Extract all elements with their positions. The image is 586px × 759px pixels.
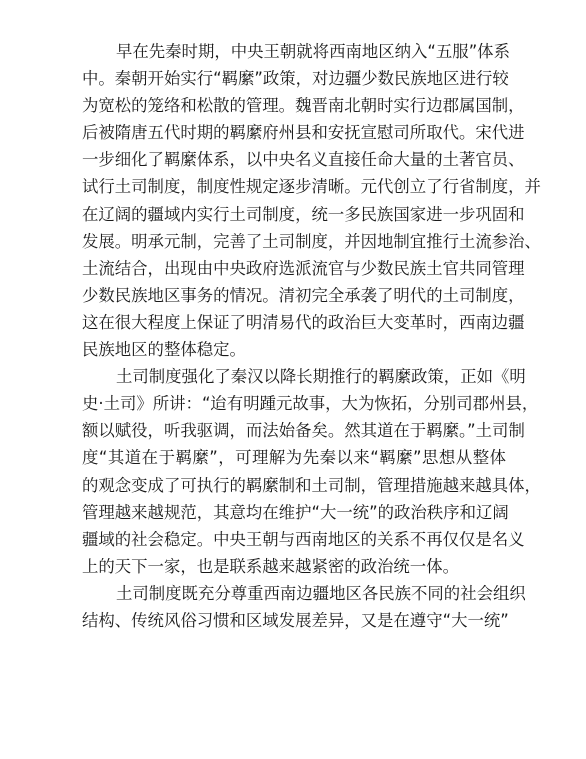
paragraph-line: 后被隋唐五代时期的羁縻府州县和安抚宣慰司所取代。宋代进 — [82, 123, 525, 143]
paragraph-line: 土司制度强化了秦汉以降长期推行的羁縻政策，正如《明 — [116, 367, 526, 387]
paragraph-line: 疆域的社会稳定。中央王朝与西南地区的关系不再仅仅是名义 — [82, 529, 525, 549]
paragraph-line: 史·土司》所讲：“迨有明踵元故事，大为恢拓，分别司郡州县， — [82, 394, 539, 414]
paragraph-line: 额以赋役，听我驱调，而法始备矣。然其道在于羁縻。”土司制 — [82, 421, 525, 441]
paragraph-line: 结构、传统风俗习惯和区域发展差异，又是在遵守“大一统” — [82, 610, 509, 630]
paragraph-line: 土流结合，出现由中央政府选派流官与少数民族土官共同管理 — [82, 258, 525, 278]
paragraph-3 — [82, 580, 526, 634]
body-text — [82, 38, 541, 634]
paragraph-line: 土司制度既充分尊重西南边疆地区各民族不同的社会组织 — [116, 583, 526, 603]
paragraph-2 — [82, 363, 541, 580]
paragraph-line: 中。秦朝开始实行“羁縻”政策，对边疆少数民族地区进行较 — [82, 69, 509, 89]
paragraph-line: 一步细化了羁縻体系，以中央名义直接任命大量的土著官员、 — [82, 150, 525, 170]
paragraph-line: 发展。明承元制，完善了土司制度，并因地制宜推行土流参治、 — [82, 231, 541, 251]
paragraph-line: 试行土司制度，制度性规定逐步清晰。元代创立了行省制度，并 — [82, 177, 541, 197]
paragraph-line: 度“其道在于羁縻”，可理解为先秦以来“羁縻”思想从整体 — [82, 448, 506, 468]
paragraph-line: 为宽松的笼络和松散的管理。魏晋南北朝时实行边郡属国制， — [82, 96, 525, 116]
paragraph-line: 少数民族地区事务的情况。清初完全承袭了明代的土司制度， — [82, 285, 525, 305]
paragraph-line: 上的天下一家，也是联系越来越紧密的政治统一体。 — [82, 556, 459, 576]
paragraph-line: 管理越来越规范，其意均在维护“大一统”的政治秩序和辽阔 — [82, 502, 509, 522]
paragraph-1 — [82, 38, 541, 363]
paragraph-line: 在辽阔的疆域内实行土司制度，统一多民族国家进一步巩固和 — [82, 204, 525, 224]
paragraph-line: 民族地区的整体稳定。 — [82, 340, 246, 360]
paragraph-line: 的观念变成了可执行的羁縻制和土司制，管理措施越来越具体， — [82, 475, 541, 495]
paragraph-line: 这在很大程度上保证了明清易代的政治巨大变革时，西南边疆 — [82, 312, 525, 332]
paragraph-line: 早在先秦时期，中央王朝就将西南地区纳入“五服”体系 — [116, 42, 510, 61]
